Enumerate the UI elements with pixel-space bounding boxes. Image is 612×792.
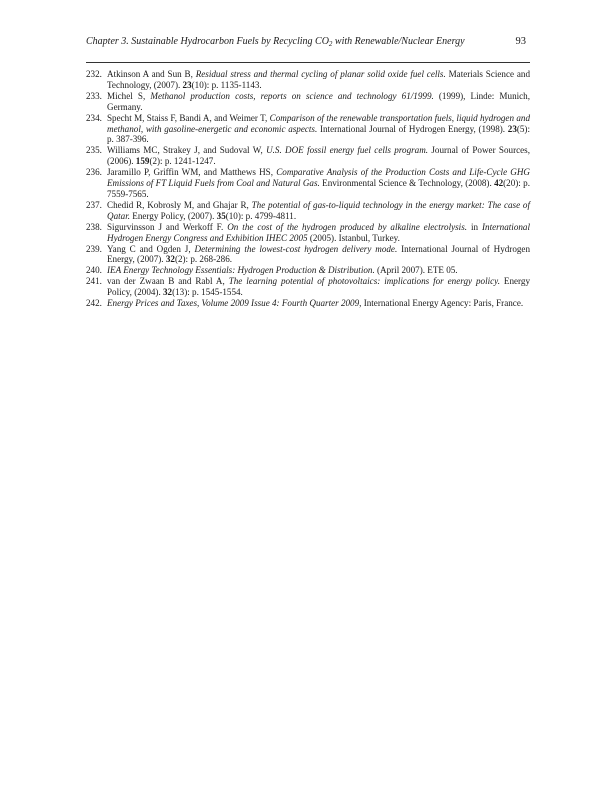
ref-title: Energy Prices and Taxes, Volume 2009 Issue 4: Fourth Quarter 2009 xyxy=(107,298,360,309)
reference-item xyxy=(86,222,530,244)
ref-source: , International Energy Agency: Paris, France. xyxy=(359,298,524,309)
reference-number: 239. xyxy=(86,243,102,254)
ref-volume: 23 xyxy=(507,123,517,134)
reference-text xyxy=(107,167,530,200)
reference-text xyxy=(107,222,530,244)
ref-authors: Atkinson A and Sun B, xyxy=(107,69,196,79)
reference-text xyxy=(107,145,530,167)
reference-item xyxy=(86,298,530,309)
ref-title: Residual stress and thermal cycling of planar solid oxide fuel cells. xyxy=(195,69,446,79)
ref-pages: (5): p. 387-396. xyxy=(107,123,530,145)
ref-title: Comparative Analysis of the Production Costs and Life-Cycle GHG Emissions of FT Liquid Fuels from Coal and Natural Gas. xyxy=(107,167,530,189)
ref-authors: Specht M, Staiss F, Bandi A, and Weimer T, xyxy=(107,112,270,123)
reference-number: 232. xyxy=(86,69,102,79)
ref-pages: (10): p. 4799-4811. xyxy=(225,210,297,221)
reference-number: 236. xyxy=(86,167,102,178)
running-header xyxy=(86,36,526,52)
ref-authors: Jaramillo P, Griffin WM, and Matthews HS, xyxy=(107,167,277,178)
ref-pages: (2): p. 1241-1247. xyxy=(149,156,216,167)
ref-volume: 42 xyxy=(494,178,504,189)
ref-pages: (10): p. 1135-1143. xyxy=(191,79,262,90)
ref-source: Environmental Science & Technology, (2008). xyxy=(319,178,495,189)
page-number: 93 xyxy=(515,36,526,47)
ref-volume: 32 xyxy=(163,287,173,298)
reference-item xyxy=(86,69,530,91)
ref-authors: Williams MC, Strakey J, and Sudoval W, xyxy=(107,145,267,156)
chapter-title-subscript: 2 xyxy=(328,39,333,48)
reference-text xyxy=(107,244,530,266)
reference-text xyxy=(107,298,530,309)
ref-pages: (2): p. 268-286. xyxy=(174,254,233,265)
ref-title: Comparison of the renewable transportation fuels, liquid hydrogen and methanol, with gasoline-energetic and economic aspects. xyxy=(107,112,530,134)
reference-number: 240. xyxy=(86,265,102,276)
ref-authors: Chedid R, Kobrosly M, and Ghajar R, xyxy=(107,199,252,210)
reference-number: 241. xyxy=(86,276,102,287)
reference-item xyxy=(86,145,530,167)
ref-source: International Journal of Hydrogen Energy, (2007). xyxy=(107,243,531,265)
reference-list xyxy=(86,69,530,309)
chapter-title-part: Chapter 3. Sustainable Hydrocarbon Fuels by Recycling CO xyxy=(86,36,329,47)
reference-item xyxy=(86,276,530,298)
ref-authors: van der Zwaan B and Rabl A, xyxy=(107,276,229,287)
ref-source: Energy Policy, (2004). xyxy=(107,276,530,298)
ref-source: Energy Policy, (2007). xyxy=(130,210,217,221)
ref-conference: International Hydrogen Energy Congress and Exhibition IHEC 2005 xyxy=(107,221,530,243)
ref-title: The potential of gas-to-liquid technology in the energy market: The case of Qatar. xyxy=(107,199,530,221)
ref-title: The learning potential of photovoltaics: implications for energy policy. xyxy=(228,276,500,287)
reference-text xyxy=(107,200,530,222)
ref-source: International Journal of Hydrogen Energy, (1998). xyxy=(317,123,508,134)
ref-volume: 23 xyxy=(182,79,192,90)
ref-pages: (13): p. 1545-1554. xyxy=(172,287,243,298)
ref-authors: Sigurvinsson J and Werkoff F. xyxy=(107,221,228,232)
chapter-title-part: with Renewable/Nuclear Energy xyxy=(332,36,465,47)
ref-volume: 159 xyxy=(135,156,150,167)
reference-number: 233. xyxy=(86,90,102,101)
ref-volume: 32 xyxy=(165,254,175,265)
reference-text xyxy=(107,69,530,91)
reference-text xyxy=(107,91,530,113)
reference-text xyxy=(107,276,530,298)
ref-title: IEA Energy Technology Essentials: Hydrogen Production & Distribution. xyxy=(107,265,375,276)
ref-pages: (20): p. 7559-7565. xyxy=(107,178,530,199)
reference-item xyxy=(86,200,530,222)
ref-title: Determining the lowest-cost hydrogen delivery mode. xyxy=(194,243,398,254)
reference-item xyxy=(86,244,530,266)
ref-title: On the cost of the hydrogen produced by alkaline electrolysis. xyxy=(227,221,468,232)
reference-text xyxy=(107,265,530,276)
reference-number: 238. xyxy=(86,221,102,232)
ref-volume: 35 xyxy=(216,210,226,221)
header-rule xyxy=(86,62,530,63)
reference-number: 237. xyxy=(86,199,102,210)
ref-source: in xyxy=(467,221,482,232)
reference-item xyxy=(86,113,530,146)
reference-item xyxy=(86,265,530,276)
ref-source: Journal of Power Sources, (2006). xyxy=(107,145,530,167)
ref-authors: Michel S, xyxy=(107,90,151,101)
ref-authors: Yang C and Ogden J, xyxy=(107,243,195,254)
reference-number: 242. xyxy=(86,298,102,309)
reference-number: 235. xyxy=(86,145,102,156)
chapter-title xyxy=(86,36,465,47)
ref-title: U.S. DOE fossil energy fuel cells program. xyxy=(266,145,429,156)
ref-location: (2005). Istanbul, Turkey. xyxy=(307,232,400,243)
ref-source: (April 2007). ETE 05. xyxy=(374,265,458,276)
ref-title: Methanol production costs, reports on science and technology 61/1999. xyxy=(150,90,434,101)
reference-text xyxy=(107,113,530,146)
reference-item xyxy=(86,91,530,113)
ref-source: (1999), Linde: Munich, Germany. xyxy=(107,90,530,112)
reference-number: 234. xyxy=(86,112,102,123)
reference-item xyxy=(86,167,530,200)
ref-source: Materials Science and Technology, (2007). xyxy=(107,69,531,90)
